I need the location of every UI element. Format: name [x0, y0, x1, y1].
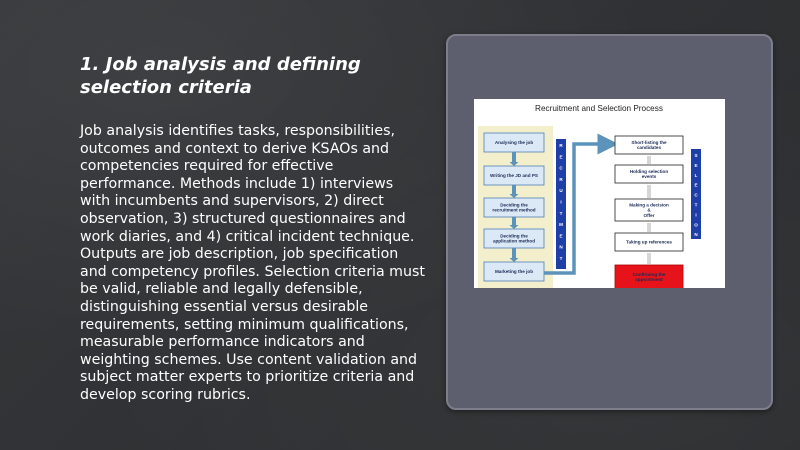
selection-letter: T — [694, 202, 698, 208]
recruitment-step-label: Marketing the job — [494, 269, 534, 275]
selection-letter: S — [694, 153, 698, 158]
selection-step-label: Short-listing the — [631, 140, 667, 145]
selection-letter: L — [694, 172, 698, 178]
recruitment-step-label: Deciding the — [500, 233, 528, 239]
selection-step-label: Holding selection — [629, 169, 669, 174]
diagram-svg — [474, 99, 725, 288]
recruitment-letter: T — [559, 256, 563, 261]
recruitment-step-label: recruitment method — [492, 207, 536, 213]
selection-letter: C — [694, 192, 698, 198]
recruitment-letter: E — [559, 233, 563, 239]
selection-step-label: appointment — [635, 277, 663, 283]
recruitment-letter: R — [559, 143, 563, 148]
recruitment-letter: R — [559, 176, 563, 182]
selection-step-label: Taking up references — [626, 239, 672, 245]
selection-step-label: Confirming the — [632, 272, 666, 277]
recruitment-letter: N — [559, 244, 563, 250]
recruitment-letter: U — [559, 188, 563, 194]
recruitment-letter: I — [560, 199, 562, 205]
selection-letter: E — [694, 162, 698, 168]
down-arrow-shaft — [512, 152, 516, 162]
down-arrow-shaft — [512, 185, 516, 194]
recruitment-letter: T — [559, 210, 563, 216]
down-arrow-shaft — [512, 248, 516, 258]
selection-letter: E — [694, 182, 698, 188]
connector-arrow — [544, 144, 608, 273]
selection-letter: I — [695, 212, 697, 218]
selection-step-label: Making a decision — [629, 202, 669, 208]
slide-title: 1. Job analysis and defining selection criteria — [80, 54, 361, 98]
recruitment-step-label: application method — [492, 238, 536, 244]
selection-step-label: candidates — [637, 145, 661, 151]
recruitment-step-label: Analysing the job — [494, 140, 534, 146]
recruitment-step-label: Deciding the — [500, 202, 528, 208]
selection-letter: N — [694, 232, 698, 238]
recruitment-letter: E — [559, 154, 563, 160]
selection-step-label: & — [647, 207, 651, 213]
down-arrow-shaft — [512, 217, 516, 225]
selection-step-label: Offer — [643, 212, 655, 218]
recruitment-selection-diagram — [474, 99, 725, 288]
recruitment-step-label: Writing the JD and PS — [490, 173, 538, 179]
recruitment-letter: M — [559, 222, 563, 228]
selection-step-label: events — [641, 174, 657, 180]
recruitment-letter: C — [559, 165, 563, 171]
selection-letter: O — [694, 222, 698, 228]
slide-body-text: Job analysis identifies tasks, responsibilities, outcomes and context to derive KSAOs and competencies required for effective performance. Methods include 1) interviews with incumbents and supervisors, 2) direct observation, 3) structured questionnaires and work diaries, and 4) critical incident technique. Outputs are job description, job specification and competency profiles. Selection criteria must be valid, reliable and legally defensible, distinguishing essential versus desirable requirements, setting minimum qualifications, measurable performance indicators and weighting schemes. Use content validation and subject matter experts to prioritize criteria and develop scoring rubrics. — [80, 123, 425, 403]
diagram-title: Recruitment and Selection Process — [535, 104, 663, 113]
